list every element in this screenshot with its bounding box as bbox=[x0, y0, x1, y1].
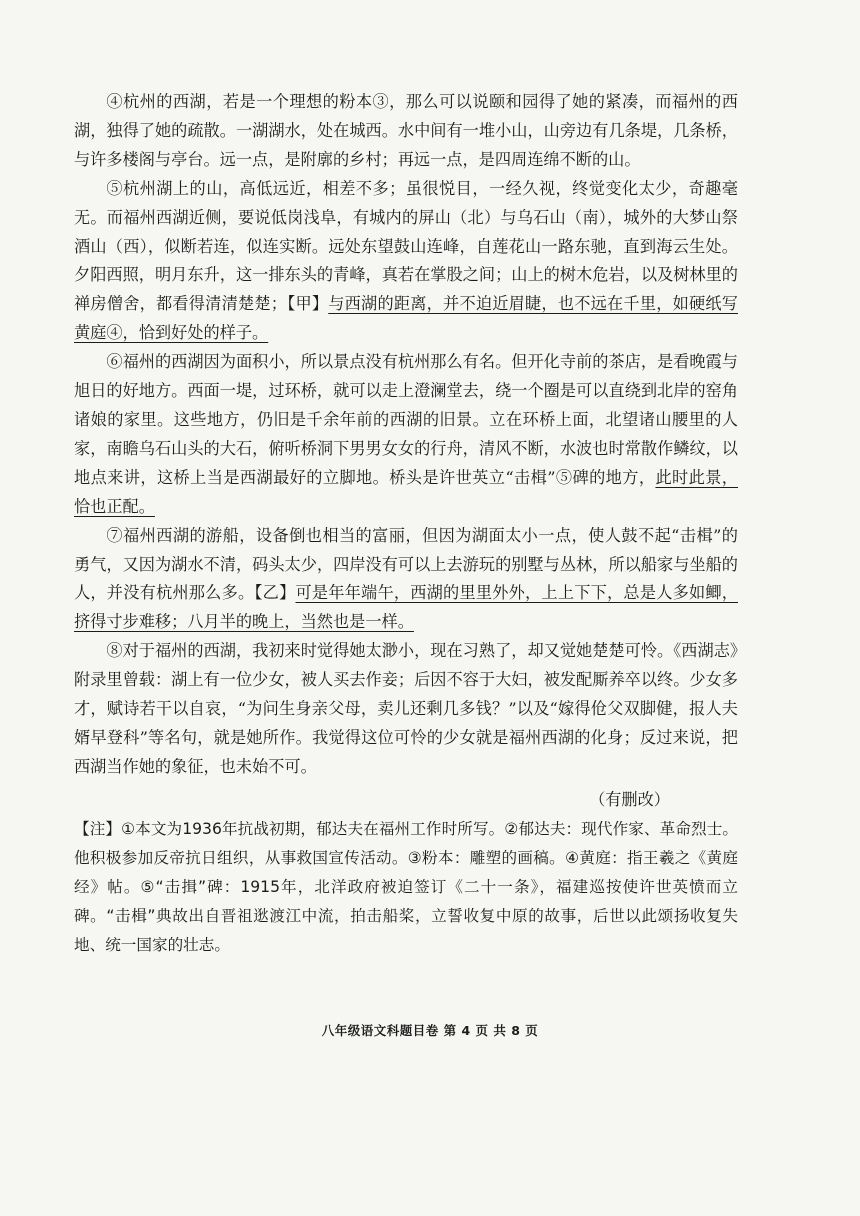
paragraph-8-text: ⑧对于福州的西湖，我初来时觉得她太渺小，现在习熟了，却又觉她楚楚可怜。《西湖志》附录里曾载：湖上有一位少女，被人买去作妾；后因不容于大妇，被发配厮养卒以终。少女多才，赋诗若干以自哀，“为问生身亲父母，卖儿还剩几多钱？”以及“嫁得伧父双脚健，报人夫婿早登科”等名句，就是她所作。我觉得这位可怜的少女就是福州西湖的化身；反过来说，把西湖当作她的象征，也未始不可。 bbox=[74, 641, 738, 776]
reading-passage bbox=[74, 88, 738, 961]
paragraph-5-underlined-sentence-jia: 与西湖的距离，并不迫近眉睫，也不远在千里，如硬纸写黄庭④，恰到好处的样子。 bbox=[74, 294, 738, 343]
source-note: （有删改） bbox=[589, 789, 670, 809]
paragraph-6-underlined-sentence: 此时此景，恰也正配。 bbox=[74, 467, 738, 516]
paragraph-5-text: ⑤杭州湖上的山，高低远近，相差不多；虽很悦目，一经久视，终觉变化太少，奇趣毫无。而福州西湖近侧，要说低岗浅阜，有城内的屏山（北）与乌石山（南），城外的大梦山祭酒山（西），似断若连，似连实断。远处东望鼓山连峰，自莲花山一路东驰，直到海云生处。夕阳西照，明月东升，这一排东头的青峰，真若在掌股之间；山上的树木危岩，以及树林里的禅房僧舍，都看得清清楚楚；【甲】 bbox=[74, 178, 738, 314]
paragraph-8 bbox=[74, 637, 738, 782]
paragraph-4 bbox=[74, 88, 738, 175]
paragraph-6 bbox=[74, 348, 738, 521]
paragraph-7-text: ⑦福州西湖的游船，设备倒也相当的富丽，但因为湖面太小一点，使人鼓不起“击楫”的勇气，又因为湖水不清，码头太少，四岸没有可以上去游玩的别墅与丛林，所以船家与坐船的人，并没有杭州那么多。【乙】 bbox=[74, 525, 738, 603]
paragraph-4-text: ④杭州的西湖，若是一个理想的粉本③，那么可以说颐和园得了她的紧凑，而福州的西湖，独得了她的疏散。一湖湖水，处在城西。水中间有一堆小山，山旁边有几条堤，几条桥，与许多楼阁与亭台。远一点，是附廓的乡村；再远一点，是四周连绵不断的山。 bbox=[74, 92, 738, 169]
paragraph-7 bbox=[74, 522, 738, 638]
paragraph-5 bbox=[74, 175, 738, 348]
paragraph-6-text: ⑥福州的西湖因为面积小，所以景点没有杭州那么有名。但开化寺前的茶店，是看晚霞与旭日的好地方。西面一堤，过环桥，就可以走上澄澜堂去，绕一个圈是可以直绕到北岸的窑角诸娘的家里。这些地方，仍旧是千余年前的西湖的旧景。立在环桥上面，北望诸山腰里的人家，南瞻乌石山头的大石，俯听桥洞下男男女女的行舟，清风不断，水波也时常散作鳞纹，以地点来讲，这桥上当是西湖最好的立脚地。桥头是许世英立“击楫”⑤碑的地方， bbox=[74, 352, 738, 487]
paragraph-7-underlined-sentence-yi: 可是年年端午，西湖的里里外外，上上下下，总是人多如鲫，挤得寸步难移；八月半的晚上，当然也是一样。 bbox=[74, 583, 738, 632]
page-footer: 八年级语文科题目卷 第 4 页 共 8 页 bbox=[321, 1023, 539, 1038]
footnotes: 【注】①本文为1936年抗战初期，郁达夫在福州工作时所写。②郁达夫：现代作家、革命烈士。他积极参加反帝抗日组织，从事救国宣传活动。③粉本：雕塑的画稿。④黄庭：指王羲之《黄庭经》帖。⑤“击揖”碑：1915年，北洋政府被迫签订《二十一条》，福建巡按使许世英愤而立碑。“击楫”典故出自晋祖逖渡江中流，拍击船桨，立誓收复中原的故事，后世以此颂扬收复失地、统一国家的壮志。 bbox=[74, 819, 738, 955]
